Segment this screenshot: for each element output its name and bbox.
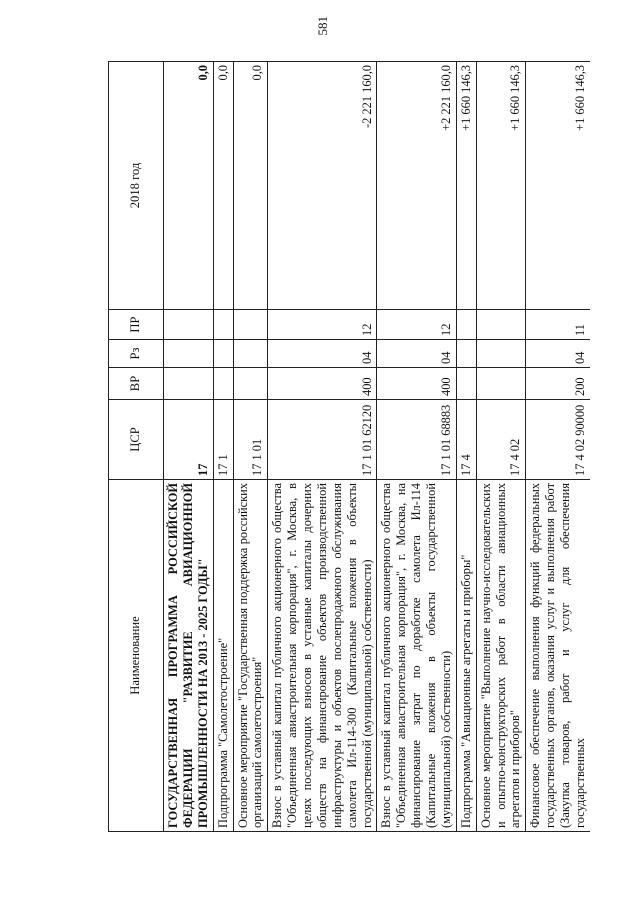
- row-amount: +1 660 146,3: [456, 62, 476, 310]
- header-rz: Рз: [109, 340, 164, 368]
- row-vr: [233, 368, 268, 400]
- row-vr: [476, 368, 526, 400]
- table-row: [456, 62, 476, 832]
- row-pr: [213, 310, 233, 340]
- row-name: ГОСУДАРСТВЕННАЯ ПРОГРАММА РОССИЙСКОЙ ФЕДЕРАЦИИ "РАЗВИТИЕ АВИАЦИОННОЙ ПРОМЫШЛЕННОСТИ НА 2013 - 2025 ГОДЫ": [164, 480, 214, 832]
- row-amount: 0,0: [164, 62, 214, 310]
- header-year: 2018 год: [109, 62, 164, 310]
- row-name: Подпрограмма "Авиационные агрегаты и приборы": [456, 480, 476, 832]
- row-rz: [213, 340, 233, 368]
- row-amount: +2 221 160,0: [377, 62, 456, 310]
- table-row: [268, 62, 377, 832]
- rotated-page: [108, 62, 587, 832]
- row-name: Взнос в уставный капитал публичного акционерного общества "Объединенная авиастроительная корпорация", г. Москва, в целях последующих взносов в уставные капиталы дочерних обществ на финансирование объектов производственной инфраструктуры и объектов послепродажного обслуживания самолета Ил-114-300 (Капитальные вложения в объекты государственной (муниципальной) собственности): [268, 480, 377, 832]
- row-pr: 12: [268, 310, 377, 340]
- row-vr: 400: [268, 368, 377, 400]
- row-pr: [233, 310, 268, 340]
- row-rz: 04: [268, 340, 377, 368]
- row-amount: -2 221 160,0: [268, 62, 377, 310]
- header-name: Наименование: [109, 480, 164, 832]
- budget-table: [108, 61, 590, 832]
- table-row: [526, 62, 590, 832]
- header-csr: ЦСР: [109, 400, 164, 480]
- table-row: [377, 62, 456, 832]
- row-pr: 11: [526, 310, 590, 340]
- header-pr: ПР: [109, 310, 164, 340]
- row-name: Основное мероприятие "Государственная поддержка российских организаций самолетостроения": [233, 480, 268, 832]
- page-number: 581: [315, 16, 330, 36]
- row-csr: 17 1: [213, 400, 233, 480]
- row-name: Основное мероприятие "Выполнение научно-исследовательских и опытно-конструкторских работ в области авиационных агрегатов и приборов": [476, 480, 526, 832]
- table-row: [213, 62, 233, 832]
- table-header-row: [109, 62, 164, 832]
- row-amount: 0,0: [213, 62, 233, 310]
- row-vr: [213, 368, 233, 400]
- row-csr: 17 4: [456, 400, 476, 480]
- table-row: [233, 62, 268, 832]
- row-amount: 0,0: [233, 62, 268, 310]
- row-pr: [476, 310, 526, 340]
- row-rz: [233, 340, 268, 368]
- row-csr: 17 1 01 62120: [268, 400, 377, 480]
- row-rz: [476, 340, 526, 368]
- row-name: Взнос в уставный капитал публичного акционерного общества "Объединенная авиастроительная корпорация", г. Москва, на финансирование затрат по доработке самолета Ил-114 (Капитальные вложения в объекты государственной (муниципальной) собственности): [377, 480, 456, 832]
- row-vr: [164, 368, 214, 400]
- row-rz: 04: [377, 340, 456, 368]
- row-amount: +1 660 146,3: [526, 62, 590, 310]
- row-csr: 17 4 02: [476, 400, 526, 480]
- row-rz: [164, 340, 214, 368]
- table-row: [164, 62, 214, 832]
- row-csr: 17: [164, 400, 214, 480]
- row-vr: [456, 368, 476, 400]
- row-pr: [164, 310, 214, 340]
- table-row: [476, 62, 526, 832]
- row-vr: 400: [377, 368, 456, 400]
- row-csr: 17 1 01: [233, 400, 268, 480]
- row-pr: [456, 310, 476, 340]
- row-csr: 17 1 01 68883: [377, 400, 456, 480]
- row-name: Финансовое обеспечение выполнения функций федеральных государственных органов, оказания услуг и выполнения работ (Закупка товаров, работ и услуг для обеспечения государственных: [526, 480, 590, 832]
- row-pr: 12: [377, 310, 456, 340]
- row-rz: [456, 340, 476, 368]
- row-name: Подпрограмма "Самолетостроение": [213, 480, 233, 832]
- row-rz: 04: [526, 340, 590, 368]
- row-csr: 17 4 02 90000: [526, 400, 590, 480]
- row-vr: 200: [526, 368, 590, 400]
- row-amount: +1 660 146,3: [476, 62, 526, 310]
- header-vr: ВР: [109, 368, 164, 400]
